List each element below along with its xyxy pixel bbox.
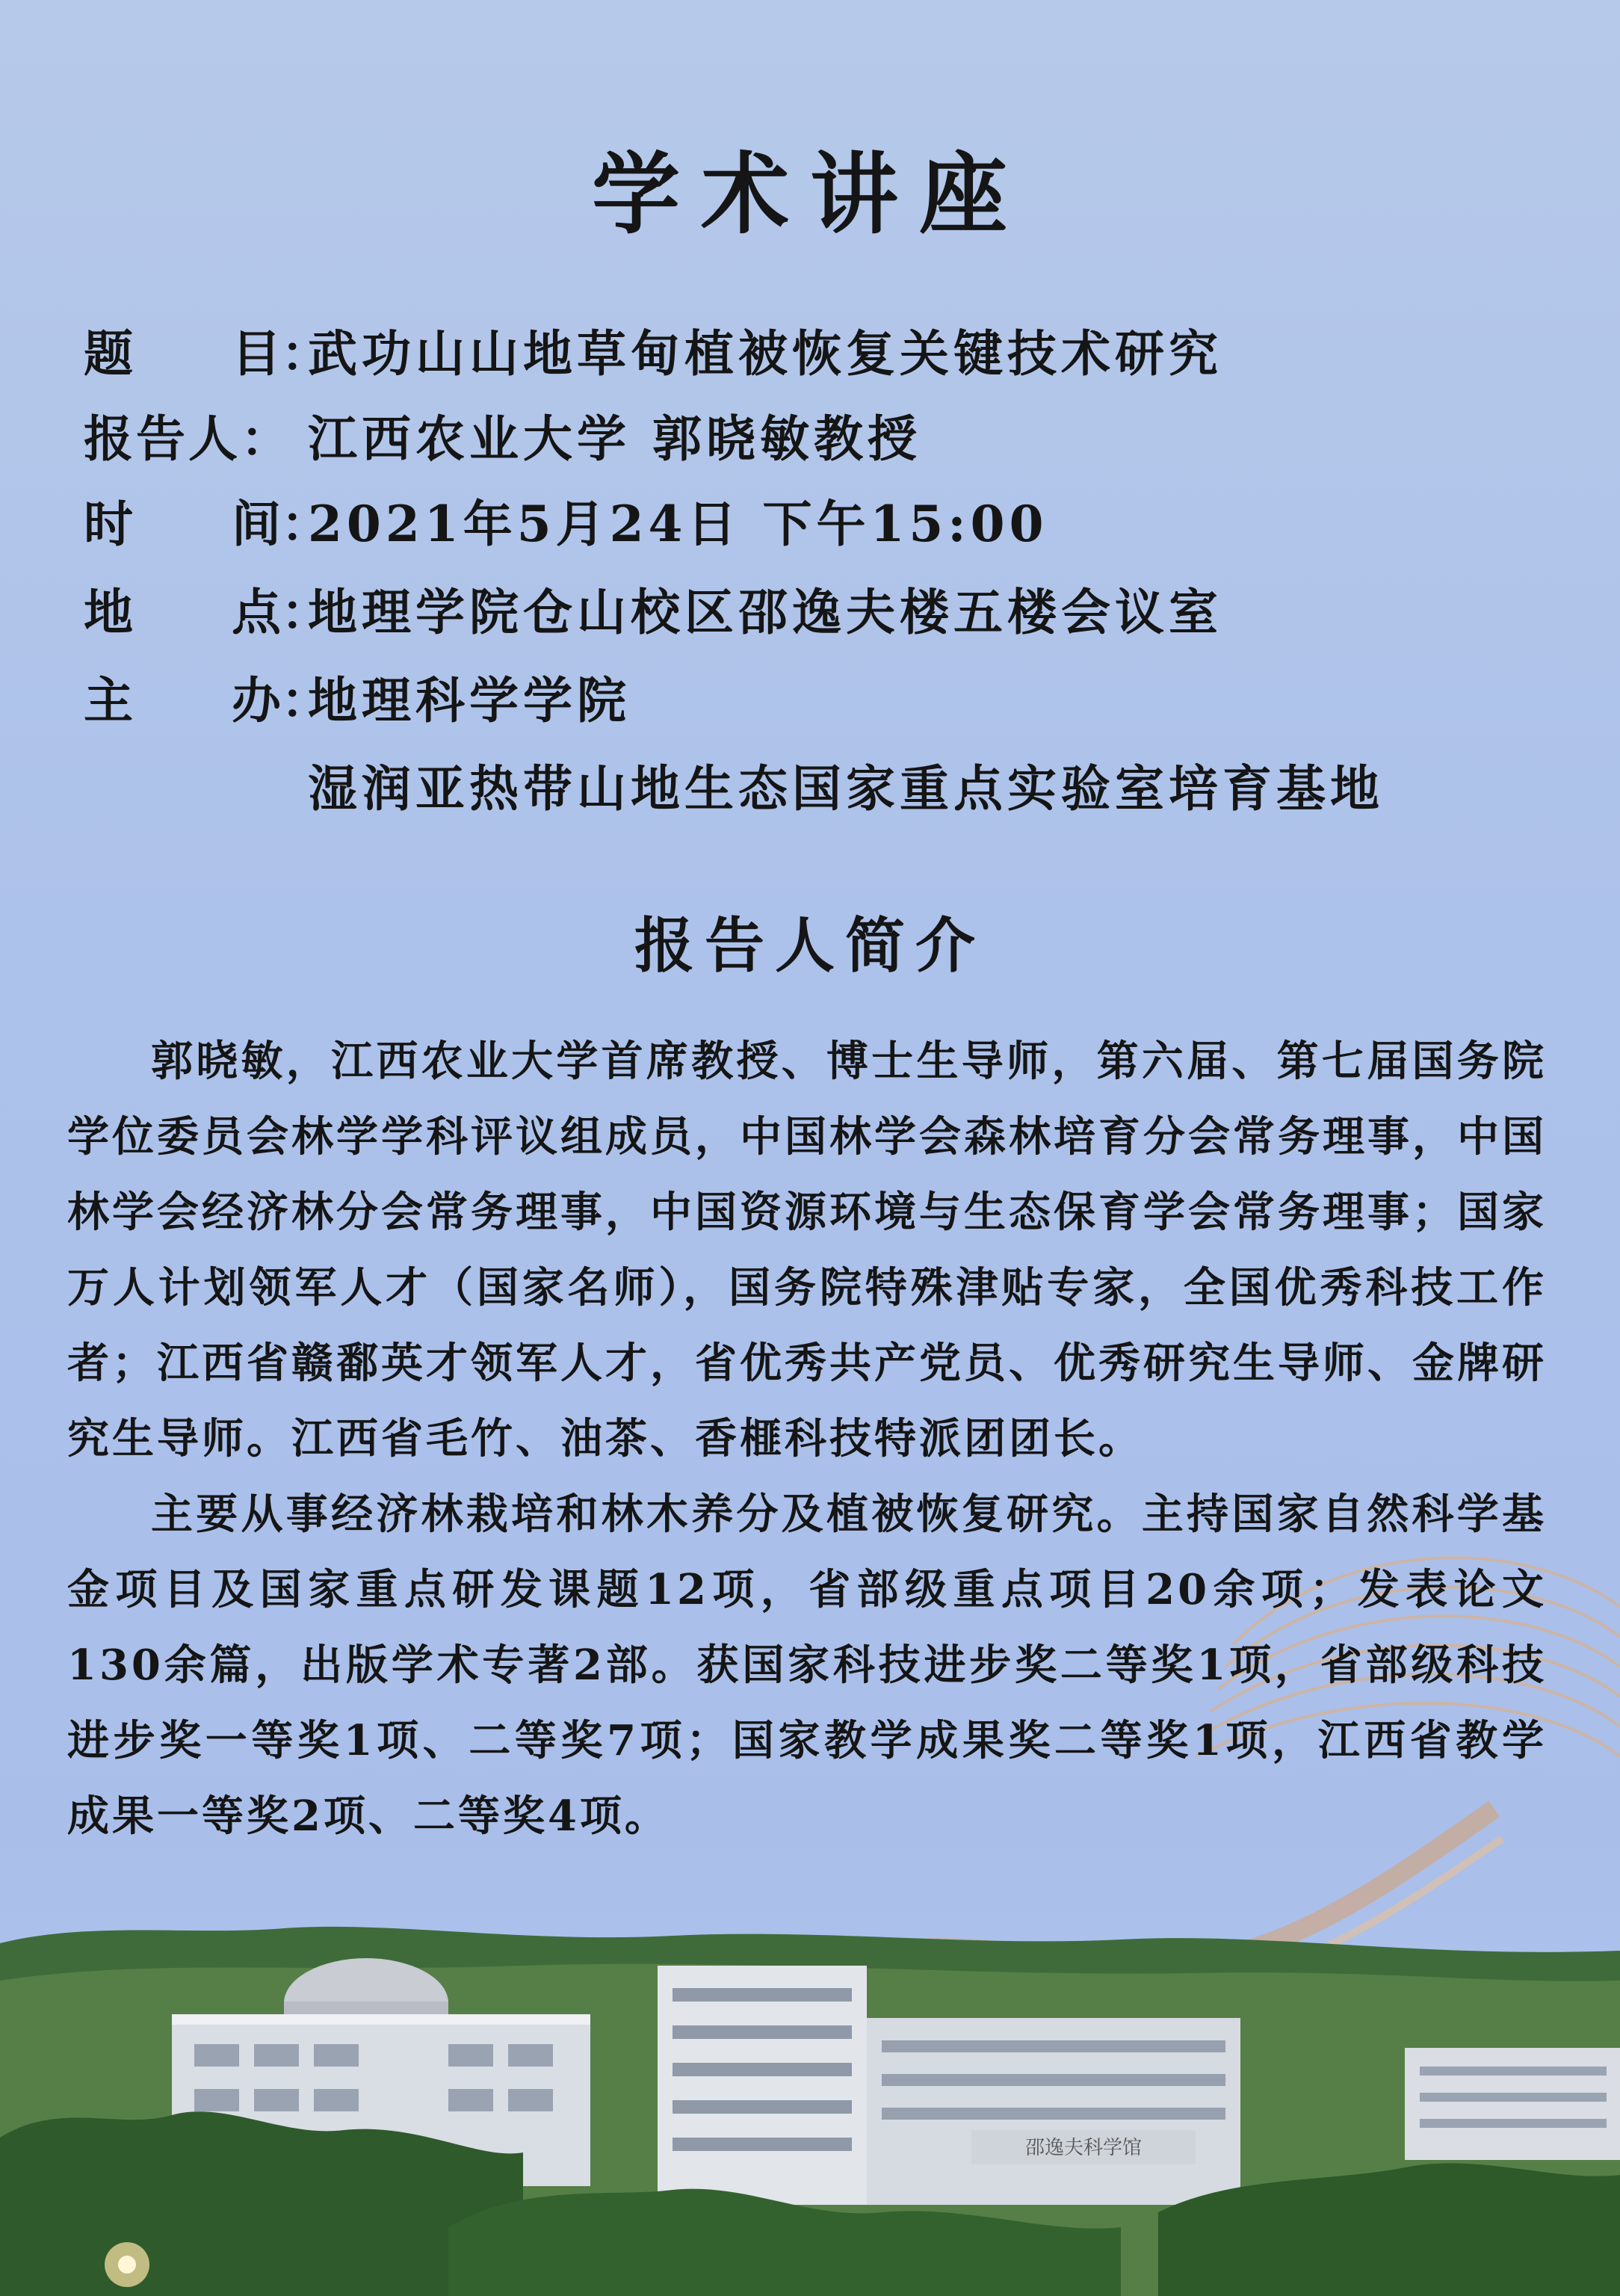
info-value: 地理学院仓山校区邵逸夫楼五楼会议室 (308, 583, 1222, 641)
info-row-host-2 (84, 755, 1384, 822)
bio-paragraph: 主要从事经济林栽培和林木养分及植被恢复研究。主持国家自然科学基金项目及国家重点研发课题12项，省部级重点项目20余项；发表论文130余篇，出版学术专著2部。获国家科技进步奖二等奖1项，省部级科技进步奖一等奖1项、二等奖7项；国家教学成果奖二等奖1项，江西省教学成果一等奖2项、二等奖4项。 (67, 1490, 1547, 1841)
info-label: 地 点： (84, 583, 330, 641)
section-title: 报告人简介 (634, 910, 986, 981)
info-row-location (84, 578, 1222, 646)
building-sign: 邵逸夫科学馆 (1024, 2137, 1143, 2159)
info-value: 江西农业大学 郭晓敏教授 (308, 410, 921, 468)
info-label: 报告人： (84, 410, 293, 468)
info-value: 武功山山地草甸植被恢复关键技术研究 (308, 324, 1222, 383)
info-label: 题 目： (84, 324, 330, 383)
info-row-topic (84, 320, 1222, 387)
info-label: 时 间： (84, 495, 330, 553)
campus-photo (0, 1913, 1620, 2296)
info-row-time (84, 490, 1048, 558)
page-title: 学术讲座 (591, 142, 1028, 246)
speaker-bio (67, 1024, 1547, 1854)
info-value: 湿润亚热带山地生态国家重点实验室培育基地 (308, 759, 1384, 818)
info-row-host (84, 667, 631, 734)
bio-paragraph: 郭晓敏，江西农业大学首席教授、博士生导师，第六届、第七届国务院学位委员会林学学科评议组成员，中国林学会森林培育分会常务理事，中国林学会经济林分会常务理事，中国资源环境与生态保育学会常务理事；国家万人计划领军人才（国家名师），国务院特殊津贴专家，全国优秀科技工作者；江西省赣鄱英才领军人才，省优秀共产党员、优秀研究生导师、金牌研究生导师。江西省毛竹、油茶、香榧科技特派团团长。 (67, 1037, 1547, 1463)
info-value: 2021年5月24日 下午15:00 (308, 495, 1048, 553)
info-value: 地理科学学院 (308, 671, 631, 729)
info-label: 主 办： (84, 671, 330, 729)
info-row-speaker (84, 405, 921, 472)
